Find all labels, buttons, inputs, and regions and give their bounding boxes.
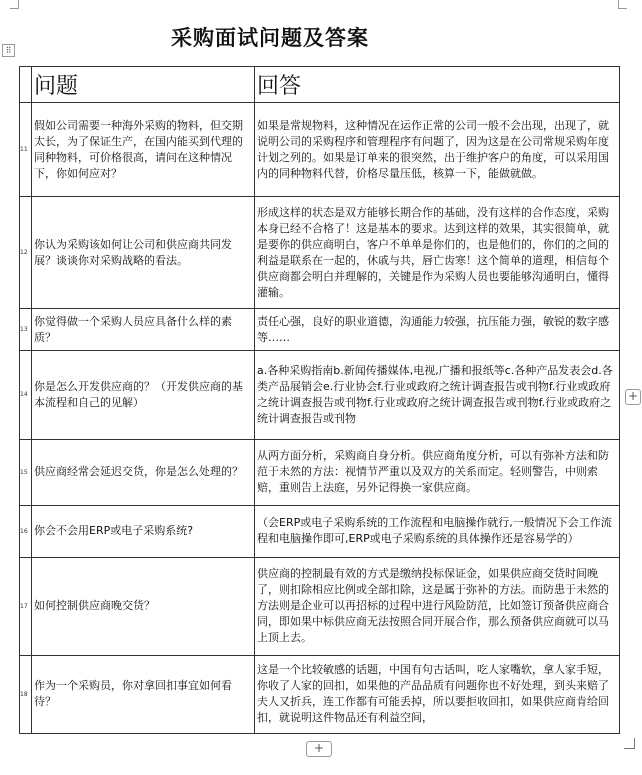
table-move-handle-icon[interactable]: ⠿ bbox=[2, 44, 15, 57]
row-number: 16 bbox=[20, 505, 32, 557]
table-row bbox=[20, 351, 620, 439]
table-row bbox=[20, 103, 620, 197]
page-title: 采购面试问题及答案 bbox=[171, 25, 369, 50]
question-cell[interactable]: 供应商经常会延迟交货，你是怎么处理的？ bbox=[32, 439, 255, 505]
question-cell[interactable]: 你认为采购该如何让公司和供应商共同发展？谈谈你对采购战略的看法。 bbox=[32, 197, 255, 309]
row-number: 18 bbox=[20, 655, 32, 733]
answer-cell[interactable]: 这是一个比较敏感的话题，中国有句古话叫，吃人家嘴软，拿人家手短，你收了人家的回扣，如果他的产品品质有问题你也不好处理，到头来赔了夫人又折兵，连工作都有可能丢掉，所以要拒收回扣，如果供应商肯给回扣，就说明这件物品还有利益空间， bbox=[255, 655, 620, 733]
table-row bbox=[20, 309, 620, 351]
table-row bbox=[20, 505, 620, 557]
row-number: 12 bbox=[20, 197, 32, 309]
answer-cell[interactable]: 从两方面分析，采购商自身分析。供应商角度分析，可以有弥补方法和防范于未然的方法：视情节严重以及双方的关系而定。轻则警告，中则索赔，重则告上法庭，另外记得换一家供应商。 bbox=[255, 439, 620, 505]
header-num-cell[interactable] bbox=[20, 67, 32, 103]
question-cell[interactable]: 如何控制供应商晚交货？ bbox=[32, 557, 255, 655]
page-corner-mark-left bbox=[10, 0, 19, 9]
header-question-cell[interactable]: 问题 bbox=[32, 67, 255, 103]
question-cell[interactable]: 你会不会用ERP或电子采购系统? bbox=[32, 505, 255, 557]
answer-cell[interactable]: 责任心强，良好的职业道德，沟通能力较强，抗压能力强，敏锐的数字感等…… bbox=[255, 309, 620, 351]
add-column-plus-icon[interactable]: + bbox=[625, 389, 641, 405]
row-number: 14 bbox=[20, 351, 32, 439]
answer-cell[interactable]: （会ERP或电子采购系统的工作流程和电脑操作就行,一般情况下会工作流程和电脑操作即可,ERP或电子采购系统的具体操作还是容易学的） bbox=[255, 505, 620, 557]
answer-cell[interactable]: 供应商的控制最有效的方式是缴纳投标保证金，如果供应商交货时间晚了，则扣除相应比例或全部扣除，这是属于弥补的方法。而防患于未然的方法则是企业可以再招标的过程中进行风险防范，比如签订预备供应商合同，即如果中标供应商无法按照合同开展合作，那么预备供应商就可以马上顶上去。 bbox=[255, 557, 620, 655]
table-row bbox=[20, 439, 620, 505]
question-cell[interactable]: 作为一个采购员，你对拿回扣事宜如何看待？ bbox=[32, 655, 255, 733]
question-cell[interactable]: 假如公司需要一种海外采购的物料，但交期太长，为了保证生产，在国内能买到代理的同种物料，可价格很高，请问在这种情况下，你如何应对？ bbox=[32, 103, 255, 197]
row-number: 15 bbox=[20, 439, 32, 505]
table-row bbox=[20, 557, 620, 655]
table-header-row bbox=[20, 67, 620, 103]
question-cell[interactable]: 你是怎么开发供应商的？（开发供应商的基本流程和自己的见解） bbox=[32, 351, 255, 439]
header-answer-cell[interactable]: 回答 bbox=[255, 67, 620, 103]
add-row-plus-icon[interactable]: + bbox=[306, 741, 332, 757]
table-resize-handle-icon[interactable] bbox=[624, 738, 635, 749]
row-number: 13 bbox=[20, 309, 32, 351]
table-row bbox=[20, 655, 620, 733]
row-number: 11 bbox=[20, 103, 32, 197]
answer-cell[interactable]: 如果是常规物料，这种情况在运作正常的公司一般不会出现，出现了，就说明公司的采购程序和管理程序有问题了，因为这是在公司常规采购年度计划之列的。如果是订单来的很突然，出于维护客户的角度，可以采用国内的同种物料代替，价格尽量压低，核算一下，能做就做。 bbox=[255, 103, 620, 197]
qa-table bbox=[19, 66, 620, 734]
page-corner-mark-right bbox=[618, 0, 627, 9]
table-row bbox=[20, 197, 620, 309]
answer-cell[interactable]: 形成这样的状态是双方能够长期合作的基础，没有这样的合作态度，采购本身已经不合格了！这是基本的要求。达到这样的效果，其实很简单，就是要你的供应商明白，客户不单单是你们的，也是他们的，你们的之间的利益是联系在一起的，休戚与共，唇亡齿寒！这个简单的道理，相信每个供应商都会明白并理解的，关键是作为采购人员也要能够沟通明白，懂得灌输。 bbox=[255, 197, 620, 309]
row-number: 17 bbox=[20, 557, 32, 655]
question-cell[interactable]: 你觉得做一个采购人员应具备什么样的素质？ bbox=[32, 309, 255, 351]
answer-cell[interactable]: a.各种采购指南b.新闻传播媒体,电视,广播和报纸等c.各种产品发表会d.各类产品展销会e.行业协会f.行业或政府之统计调查报告或刊物f.行业或政府之统计调查报告或刊物f.行业或政府之统计调查报告或刊物f.行业或政府之统计调查报告或刊物 bbox=[255, 351, 620, 439]
